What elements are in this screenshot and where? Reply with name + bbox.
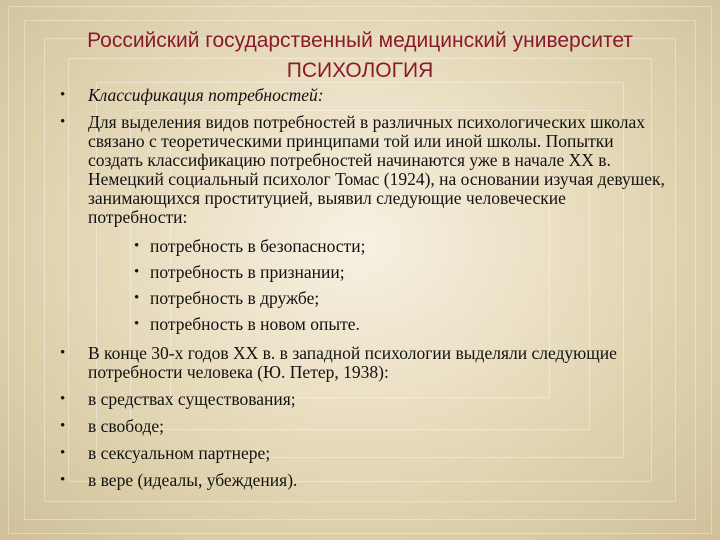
title-line-1: Российский государственный медицинский университет xyxy=(87,29,633,52)
sub-bullet-item xyxy=(58,263,668,282)
bullet-item xyxy=(58,471,668,490)
sub-bullet-item xyxy=(58,237,668,256)
bullet-icon: • xyxy=(134,316,140,332)
sub-bullet-item xyxy=(58,289,668,308)
bullet-text: Классификация потребностей: xyxy=(88,85,324,105)
bullet-icon: • xyxy=(134,264,140,280)
sub-bullet-text: потребность в новом опыте. xyxy=(150,314,360,334)
bullet-icon: • xyxy=(60,391,66,407)
bullet-text: в средствах существования; xyxy=(88,389,296,409)
sub-bullet-item xyxy=(58,315,668,334)
title-line-2: ПСИХОЛОГИЯ xyxy=(286,59,434,82)
bullet-icon: • xyxy=(60,418,66,434)
bullet-icon: • xyxy=(60,472,66,488)
bullet-icon: • xyxy=(60,445,66,461)
bullet-text: Для выделения видов потребностей в различных психологических школах связано с теоретическими принципами той или иной школы. Попытки создать классификацию потребностей начинаются уже в начале XX в. Немецкий социальный психолог Томас (1924), на основании изучая девушек, занимающихся проституцией, выявил следующие человеческие потребности: xyxy=(88,112,665,227)
sub-bullet-text: потребность в признании; xyxy=(150,262,345,282)
bullet-icon: • xyxy=(134,238,140,254)
bullet-text: в вере (идеалы, убеждения). xyxy=(88,470,298,490)
bullet-icon: • xyxy=(60,345,66,361)
bullet-text: в свободе; xyxy=(88,416,164,436)
bullet-item xyxy=(58,344,668,382)
bullet-icon: • xyxy=(60,87,66,103)
bullet-item xyxy=(58,444,668,463)
bullet-icon: • xyxy=(60,114,66,130)
bullet-item xyxy=(58,86,668,105)
sub-bullet-text: потребность в дружбе; xyxy=(150,288,320,308)
bullet-icon: • xyxy=(134,290,140,306)
bullet-text: в сексуальном партнере; xyxy=(88,443,271,463)
bullet-text: В конце 30-х годов XX в. в западной психологии выделяли следующие потребности человека (Ю. Петер, 1938): xyxy=(88,343,617,382)
bullet-item xyxy=(58,390,668,409)
bullet-item xyxy=(58,417,668,436)
sub-bullet-text: потребность в безопасности; xyxy=(150,236,366,256)
slide-content xyxy=(58,86,668,498)
slide-title xyxy=(30,26,690,86)
bullet-item xyxy=(58,113,668,227)
